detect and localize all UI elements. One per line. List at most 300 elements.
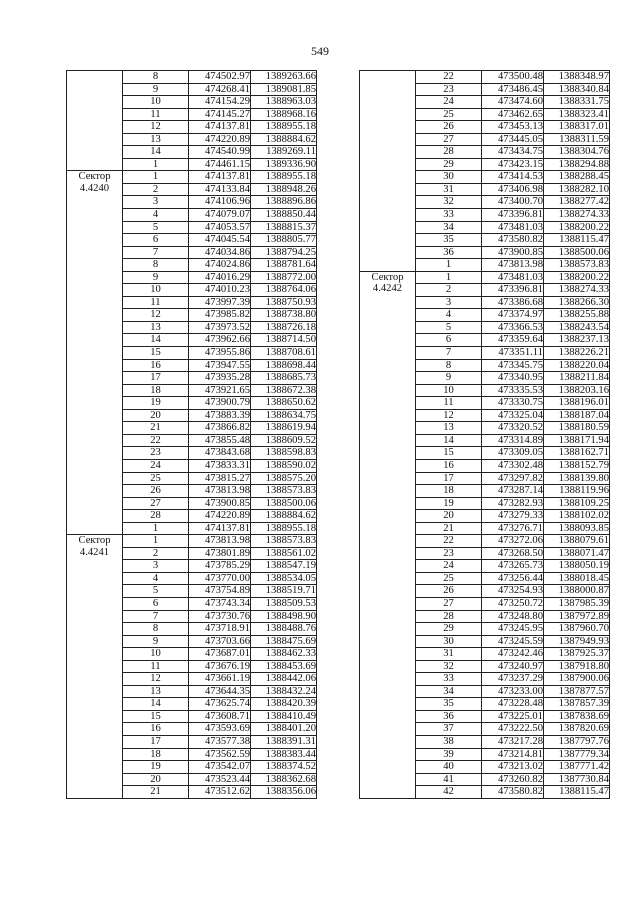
point-number: 15 — [123, 710, 189, 723]
x-coordinate: 473900.85 — [189, 497, 251, 510]
x-coordinate: 474154.29 — [189, 96, 251, 109]
point-number: 9 — [123, 635, 189, 648]
x-coordinate: 473434.75 — [482, 146, 544, 159]
x-coordinate: 473593.69 — [189, 723, 251, 736]
table-row — [360, 71, 610, 84]
point-number: 17 — [416, 472, 482, 485]
y-coordinate: 1388955.18 — [251, 171, 317, 184]
y-coordinate: 1388266.30 — [544, 296, 610, 309]
x-coordinate: 474540.99 — [189, 146, 251, 159]
point-number: 4 — [416, 309, 482, 322]
y-coordinate: 1387877.57 — [544, 685, 610, 698]
y-coordinate: 1388955.18 — [251, 121, 317, 134]
point-number: 12 — [416, 409, 482, 422]
y-coordinate: 1388226.21 — [544, 347, 610, 360]
y-coordinate: 1389263.66 — [251, 71, 317, 84]
x-coordinate: 473265.73 — [482, 560, 544, 573]
y-coordinate: 1388850.44 — [251, 209, 317, 222]
x-coordinate: 473242.46 — [482, 648, 544, 661]
sector-cell — [67, 535, 123, 798]
point-number: 1 — [123, 158, 189, 171]
y-coordinate: 1388211.84 — [544, 372, 610, 385]
y-coordinate: 1388963.03 — [251, 96, 317, 109]
point-number: 18 — [123, 748, 189, 761]
x-coordinate: 473486.45 — [482, 83, 544, 96]
point-number: 18 — [123, 384, 189, 397]
y-coordinate: 1388475.69 — [251, 635, 317, 648]
point-number: 29 — [416, 158, 482, 171]
y-coordinate: 1388573.83 — [251, 485, 317, 498]
point-number: 12 — [123, 673, 189, 686]
point-number: 6 — [123, 234, 189, 247]
y-coordinate: 1387949.93 — [544, 635, 610, 648]
x-coordinate: 473386.68 — [482, 296, 544, 309]
point-number: 38 — [416, 735, 482, 748]
x-coordinate: 474034.86 — [189, 246, 251, 259]
point-number: 16 — [123, 723, 189, 736]
x-coordinate: 473833.31 — [189, 459, 251, 472]
y-coordinate: 1388391.31 — [251, 735, 317, 748]
y-coordinate: 1387771.42 — [544, 761, 610, 774]
x-coordinate: 473445.05 — [482, 133, 544, 146]
point-number: 22 — [123, 434, 189, 447]
point-number: 15 — [123, 347, 189, 360]
sector-id: 4.4240 — [79, 182, 110, 194]
y-coordinate: 1389081.85 — [251, 83, 317, 96]
point-number: 2 — [416, 284, 482, 297]
point-number: 40 — [416, 761, 482, 774]
point-number: 10 — [123, 648, 189, 661]
x-coordinate: 473743.34 — [189, 597, 251, 610]
y-coordinate: 1387820.69 — [544, 723, 610, 736]
y-coordinate: 1388018.45 — [544, 572, 610, 585]
point-number: 14 — [123, 334, 189, 347]
point-number: 9 — [123, 271, 189, 284]
y-coordinate: 1388317.01 — [544, 121, 610, 134]
x-coordinate: 473900.85 — [482, 246, 544, 259]
x-coordinate: 473287.14 — [482, 485, 544, 498]
table-row — [67, 535, 317, 548]
x-coordinate: 473481.03 — [482, 221, 544, 234]
point-number: 27 — [416, 133, 482, 146]
x-coordinate: 473815.27 — [189, 472, 251, 485]
x-coordinate: 473366.53 — [482, 321, 544, 334]
point-number: 21 — [416, 522, 482, 535]
y-coordinate: 1388575.20 — [251, 472, 317, 485]
y-coordinate: 1388180.59 — [544, 422, 610, 435]
x-coordinate: 473947.55 — [189, 359, 251, 372]
point-number: 3 — [123, 196, 189, 209]
point-number: 11 — [123, 296, 189, 309]
y-coordinate: 1389336.90 — [251, 158, 317, 171]
x-coordinate: 473474.60 — [482, 96, 544, 109]
y-coordinate: 1388348.97 — [544, 71, 610, 84]
x-coordinate: 474106.96 — [189, 196, 251, 209]
x-coordinate: 473282.93 — [482, 497, 544, 510]
x-coordinate: 473268.50 — [482, 547, 544, 560]
point-number: 1 — [123, 171, 189, 184]
x-coordinate: 473453.13 — [482, 121, 544, 134]
point-number: 8 — [123, 259, 189, 272]
y-coordinate: 1388598.83 — [251, 447, 317, 460]
x-coordinate: 474010.23 — [189, 284, 251, 297]
x-coordinate: 473396.81 — [482, 284, 544, 297]
point-number: 24 — [416, 560, 482, 573]
y-coordinate: 1388498.90 — [251, 610, 317, 623]
point-number: 24 — [416, 96, 482, 109]
point-number: 25 — [123, 472, 189, 485]
y-coordinate: 1388519.71 — [251, 585, 317, 598]
x-coordinate: 474016.29 — [189, 271, 251, 284]
x-coordinate: 473562.59 — [189, 748, 251, 761]
point-number: 16 — [123, 359, 189, 372]
y-coordinate: 1388794.25 — [251, 246, 317, 259]
x-coordinate: 473414.53 — [482, 171, 544, 184]
x-coordinate: 473345.75 — [482, 359, 544, 372]
point-number: 14 — [123, 146, 189, 159]
x-coordinate: 473462.65 — [482, 108, 544, 121]
sector-title: Сектор — [371, 271, 404, 283]
point-number: 18 — [416, 485, 482, 498]
y-coordinate: 1387838.69 — [544, 710, 610, 723]
x-coordinate: 473801.89 — [189, 547, 251, 560]
y-coordinate: 1388772.00 — [251, 271, 317, 284]
sector-title: Сектор — [78, 535, 111, 547]
y-coordinate: 1388139.80 — [544, 472, 610, 485]
y-coordinate: 1388200.22 — [544, 221, 610, 234]
y-coordinate: 1387900.06 — [544, 673, 610, 686]
x-coordinate: 473217.28 — [482, 735, 544, 748]
y-coordinate: 1388955.18 — [251, 522, 317, 535]
y-coordinate: 1388750.93 — [251, 296, 317, 309]
x-coordinate: 473272.06 — [482, 535, 544, 548]
point-number: 17 — [123, 735, 189, 748]
y-coordinate: 1388781.64 — [251, 259, 317, 272]
point-number: 34 — [416, 221, 482, 234]
x-coordinate: 473297.82 — [482, 472, 544, 485]
y-coordinate: 1387779.34 — [544, 748, 610, 761]
table-row — [360, 271, 610, 284]
x-coordinate: 473245.59 — [482, 635, 544, 648]
point-number: 24 — [123, 459, 189, 472]
point-number: 26 — [123, 485, 189, 498]
y-coordinate: 1388410.49 — [251, 710, 317, 723]
x-coordinate: 474137.81 — [189, 522, 251, 535]
point-number: 1 — [416, 271, 482, 284]
point-number: 30 — [416, 635, 482, 648]
x-coordinate: 473973.52 — [189, 321, 251, 334]
x-coordinate: 473351.11 — [482, 347, 544, 360]
sector-title: Сектор — [78, 171, 111, 183]
x-coordinate: 473320.52 — [482, 422, 544, 435]
x-coordinate: 473260.82 — [482, 773, 544, 786]
y-coordinate: 1388152.79 — [544, 459, 610, 472]
x-coordinate: 473580.82 — [482, 786, 544, 799]
y-coordinate: 1388619.94 — [251, 422, 317, 435]
y-coordinate: 1388432.24 — [251, 685, 317, 698]
x-coordinate: 473481.03 — [482, 271, 544, 284]
point-number: 21 — [123, 786, 189, 799]
x-coordinate: 473962.66 — [189, 334, 251, 347]
y-coordinate: 1388420.39 — [251, 698, 317, 711]
point-number: 5 — [123, 221, 189, 234]
point-number: 26 — [416, 585, 482, 598]
point-number: 7 — [123, 610, 189, 623]
x-coordinate: 473855.48 — [189, 434, 251, 447]
y-coordinate: 1388119.96 — [544, 485, 610, 498]
x-coordinate: 473542.07 — [189, 761, 251, 774]
x-coordinate: 473676.19 — [189, 660, 251, 673]
point-number: 37 — [416, 723, 482, 736]
point-number: 23 — [416, 83, 482, 96]
y-coordinate: 1388187.04 — [544, 409, 610, 422]
y-coordinate: 1388220.04 — [544, 359, 610, 372]
y-coordinate: 1388805.77 — [251, 234, 317, 247]
x-coordinate: 473955.86 — [189, 347, 251, 360]
x-coordinate: 474268.41 — [189, 83, 251, 96]
x-coordinate: 473523.44 — [189, 773, 251, 786]
y-coordinate: 1388237.13 — [544, 334, 610, 347]
x-coordinate: 473396.81 — [482, 209, 544, 222]
point-number: 5 — [123, 585, 189, 598]
sector-id: 4.4241 — [79, 546, 110, 558]
x-coordinate: 473400.70 — [482, 196, 544, 209]
point-number: 9 — [123, 83, 189, 96]
y-coordinate: 1388509.53 — [251, 597, 317, 610]
y-coordinate: 1388050.19 — [544, 560, 610, 573]
x-coordinate: 473813.98 — [482, 259, 544, 272]
point-number: 41 — [416, 773, 482, 786]
x-coordinate: 473866.82 — [189, 422, 251, 435]
point-number: 25 — [416, 572, 482, 585]
point-number: 10 — [123, 284, 189, 297]
y-coordinate: 1388453.69 — [251, 660, 317, 673]
sector-id: 4.4242 — [372, 283, 403, 295]
y-coordinate: 1388374.52 — [251, 761, 317, 774]
y-coordinate: 1388896.86 — [251, 196, 317, 209]
point-number: 36 — [416, 710, 482, 723]
point-number: 20 — [123, 773, 189, 786]
point-number: 23 — [416, 547, 482, 560]
y-coordinate: 1388196.01 — [544, 397, 610, 410]
point-number: 10 — [416, 384, 482, 397]
x-coordinate: 473703.66 — [189, 635, 251, 648]
point-number: 17 — [123, 372, 189, 385]
y-coordinate: 1388714.50 — [251, 334, 317, 347]
x-coordinate: 473225.01 — [482, 710, 544, 723]
x-coordinate: 473935.28 — [189, 372, 251, 385]
y-coordinate: 1388115.47 — [544, 786, 610, 799]
y-coordinate: 1388534.05 — [251, 572, 317, 585]
x-coordinate: 473423.15 — [482, 158, 544, 171]
x-coordinate: 474024.86 — [189, 259, 251, 272]
x-coordinate: 473335.53 — [482, 384, 544, 397]
point-number: 39 — [416, 748, 482, 761]
y-coordinate: 1388948.26 — [251, 183, 317, 196]
point-number: 22 — [416, 535, 482, 548]
x-coordinate: 473237.29 — [482, 673, 544, 686]
x-coordinate: 473309.05 — [482, 447, 544, 460]
x-coordinate: 473997.39 — [189, 296, 251, 309]
x-coordinate: 473302.48 — [482, 459, 544, 472]
y-coordinate: 1388500.06 — [544, 246, 610, 259]
x-coordinate: 473228.48 — [482, 698, 544, 711]
x-coordinate: 474220.89 — [189, 133, 251, 146]
x-coordinate: 474461.15 — [189, 158, 251, 171]
y-coordinate: 1387730.84 — [544, 773, 610, 786]
x-coordinate: 473406.98 — [482, 183, 544, 196]
x-coordinate: 473580.82 — [482, 234, 544, 247]
point-number: 35 — [416, 234, 482, 247]
y-coordinate: 1388294.88 — [544, 158, 610, 171]
point-number: 6 — [416, 334, 482, 347]
point-number: 26 — [416, 121, 482, 134]
coordinates-table-right — [359, 70, 610, 799]
y-coordinate: 1388340.84 — [544, 83, 610, 96]
x-coordinate: 473233.00 — [482, 685, 544, 698]
point-number: 14 — [123, 698, 189, 711]
point-number: 11 — [416, 397, 482, 410]
x-coordinate: 473250.72 — [482, 597, 544, 610]
point-number: 4 — [123, 572, 189, 585]
point-number: 19 — [123, 761, 189, 774]
point-number: 36 — [416, 246, 482, 259]
point-number: 19 — [416, 497, 482, 510]
y-coordinate: 1388102.02 — [544, 510, 610, 523]
x-coordinate: 474220.89 — [189, 510, 251, 523]
point-number: 13 — [123, 321, 189, 334]
y-coordinate: 1388815.37 — [251, 221, 317, 234]
x-coordinate: 474137.81 — [189, 121, 251, 134]
y-coordinate: 1388079.61 — [544, 535, 610, 548]
coordinates-table-left — [66, 70, 317, 799]
point-number: 27 — [123, 497, 189, 510]
point-number: 35 — [416, 698, 482, 711]
y-coordinate: 1387918.80 — [544, 660, 610, 673]
x-coordinate: 473718.91 — [189, 623, 251, 636]
y-coordinate: 1388274.33 — [544, 284, 610, 297]
x-coordinate: 473770.00 — [189, 572, 251, 585]
x-coordinate: 473340.95 — [482, 372, 544, 385]
point-number: 1 — [416, 259, 482, 272]
y-coordinate: 1388162.71 — [544, 447, 610, 460]
y-coordinate: 1388547.19 — [251, 560, 317, 573]
x-coordinate: 473608.71 — [189, 710, 251, 723]
x-coordinate: 474133.84 — [189, 183, 251, 196]
y-coordinate: 1388362.68 — [251, 773, 317, 786]
point-number: 11 — [123, 660, 189, 673]
x-coordinate: 473325.04 — [482, 409, 544, 422]
x-coordinate: 473314.89 — [482, 434, 544, 447]
y-coordinate: 1388573.83 — [544, 259, 610, 272]
y-coordinate: 1388282.10 — [544, 183, 610, 196]
x-coordinate: 473330.75 — [482, 397, 544, 410]
point-number: 21 — [123, 422, 189, 435]
y-coordinate: 1387925.37 — [544, 648, 610, 661]
point-number: 14 — [416, 434, 482, 447]
y-coordinate: 1387972.89 — [544, 610, 610, 623]
sector-cell — [67, 171, 123, 535]
y-coordinate: 1387960.70 — [544, 623, 610, 636]
y-coordinate: 1388561.02 — [251, 547, 317, 560]
point-number: 33 — [416, 209, 482, 222]
point-number: 42 — [416, 786, 482, 799]
y-coordinate: 1388634.75 — [251, 409, 317, 422]
y-coordinate: 1388698.44 — [251, 359, 317, 372]
x-coordinate: 473222.50 — [482, 723, 544, 736]
y-coordinate: 1387985.39 — [544, 597, 610, 610]
y-coordinate: 1388884.62 — [251, 133, 317, 146]
point-number: 9 — [416, 372, 482, 385]
point-number: 1 — [123, 522, 189, 535]
x-coordinate: 473240.97 — [482, 660, 544, 673]
point-number: 8 — [123, 71, 189, 84]
page-number: 549 — [311, 44, 329, 58]
point-number: 16 — [416, 459, 482, 472]
point-number: 30 — [416, 171, 482, 184]
x-coordinate: 473276.71 — [482, 522, 544, 535]
x-coordinate: 473900.79 — [189, 397, 251, 410]
point-number: 22 — [416, 71, 482, 84]
point-number: 19 — [123, 397, 189, 410]
y-coordinate: 1388311.59 — [544, 133, 610, 146]
y-coordinate: 1388323.41 — [544, 108, 610, 121]
y-coordinate: 1388590.02 — [251, 459, 317, 472]
point-number: 20 — [123, 409, 189, 422]
y-coordinate: 1388304.76 — [544, 146, 610, 159]
y-coordinate: 1388442.06 — [251, 673, 317, 686]
point-number: 31 — [416, 183, 482, 196]
y-coordinate: 1388462.33 — [251, 648, 317, 661]
x-coordinate: 474502.97 — [189, 71, 251, 84]
point-number: 12 — [123, 121, 189, 134]
point-number: 20 — [416, 510, 482, 523]
x-coordinate: 473813.98 — [189, 485, 251, 498]
y-coordinate: 1388488.76 — [251, 623, 317, 636]
x-coordinate: 473644.35 — [189, 685, 251, 698]
point-number: 29 — [416, 623, 482, 636]
x-coordinate: 473500.48 — [482, 71, 544, 84]
y-coordinate: 1388672.38 — [251, 384, 317, 397]
x-coordinate: 473921.65 — [189, 384, 251, 397]
y-coordinate: 1388356.06 — [251, 786, 317, 799]
y-coordinate: 1388573.83 — [251, 535, 317, 548]
table-row — [67, 71, 317, 84]
x-coordinate: 474145.27 — [189, 108, 251, 121]
y-coordinate: 1388708.61 — [251, 347, 317, 360]
y-coordinate: 1388288.45 — [544, 171, 610, 184]
y-coordinate: 1388331.75 — [544, 96, 610, 109]
x-coordinate: 473843.68 — [189, 447, 251, 460]
y-coordinate: 1387797.76 — [544, 735, 610, 748]
x-coordinate: 473214.81 — [482, 748, 544, 761]
x-coordinate: 474137.81 — [189, 171, 251, 184]
point-number: 23 — [123, 447, 189, 460]
x-coordinate: 474045.54 — [189, 234, 251, 247]
x-coordinate: 473577.38 — [189, 735, 251, 748]
x-coordinate: 473661.19 — [189, 673, 251, 686]
x-coordinate: 473754.89 — [189, 585, 251, 598]
y-coordinate: 1388071.47 — [544, 547, 610, 560]
point-number: 6 — [123, 597, 189, 610]
point-number: 25 — [416, 108, 482, 121]
y-coordinate: 1388650.62 — [251, 397, 317, 410]
point-number: 12 — [123, 309, 189, 322]
y-coordinate: 1388115.47 — [544, 234, 610, 247]
point-number: 7 — [123, 246, 189, 259]
point-number: 13 — [416, 422, 482, 435]
x-coordinate: 473256.44 — [482, 572, 544, 585]
